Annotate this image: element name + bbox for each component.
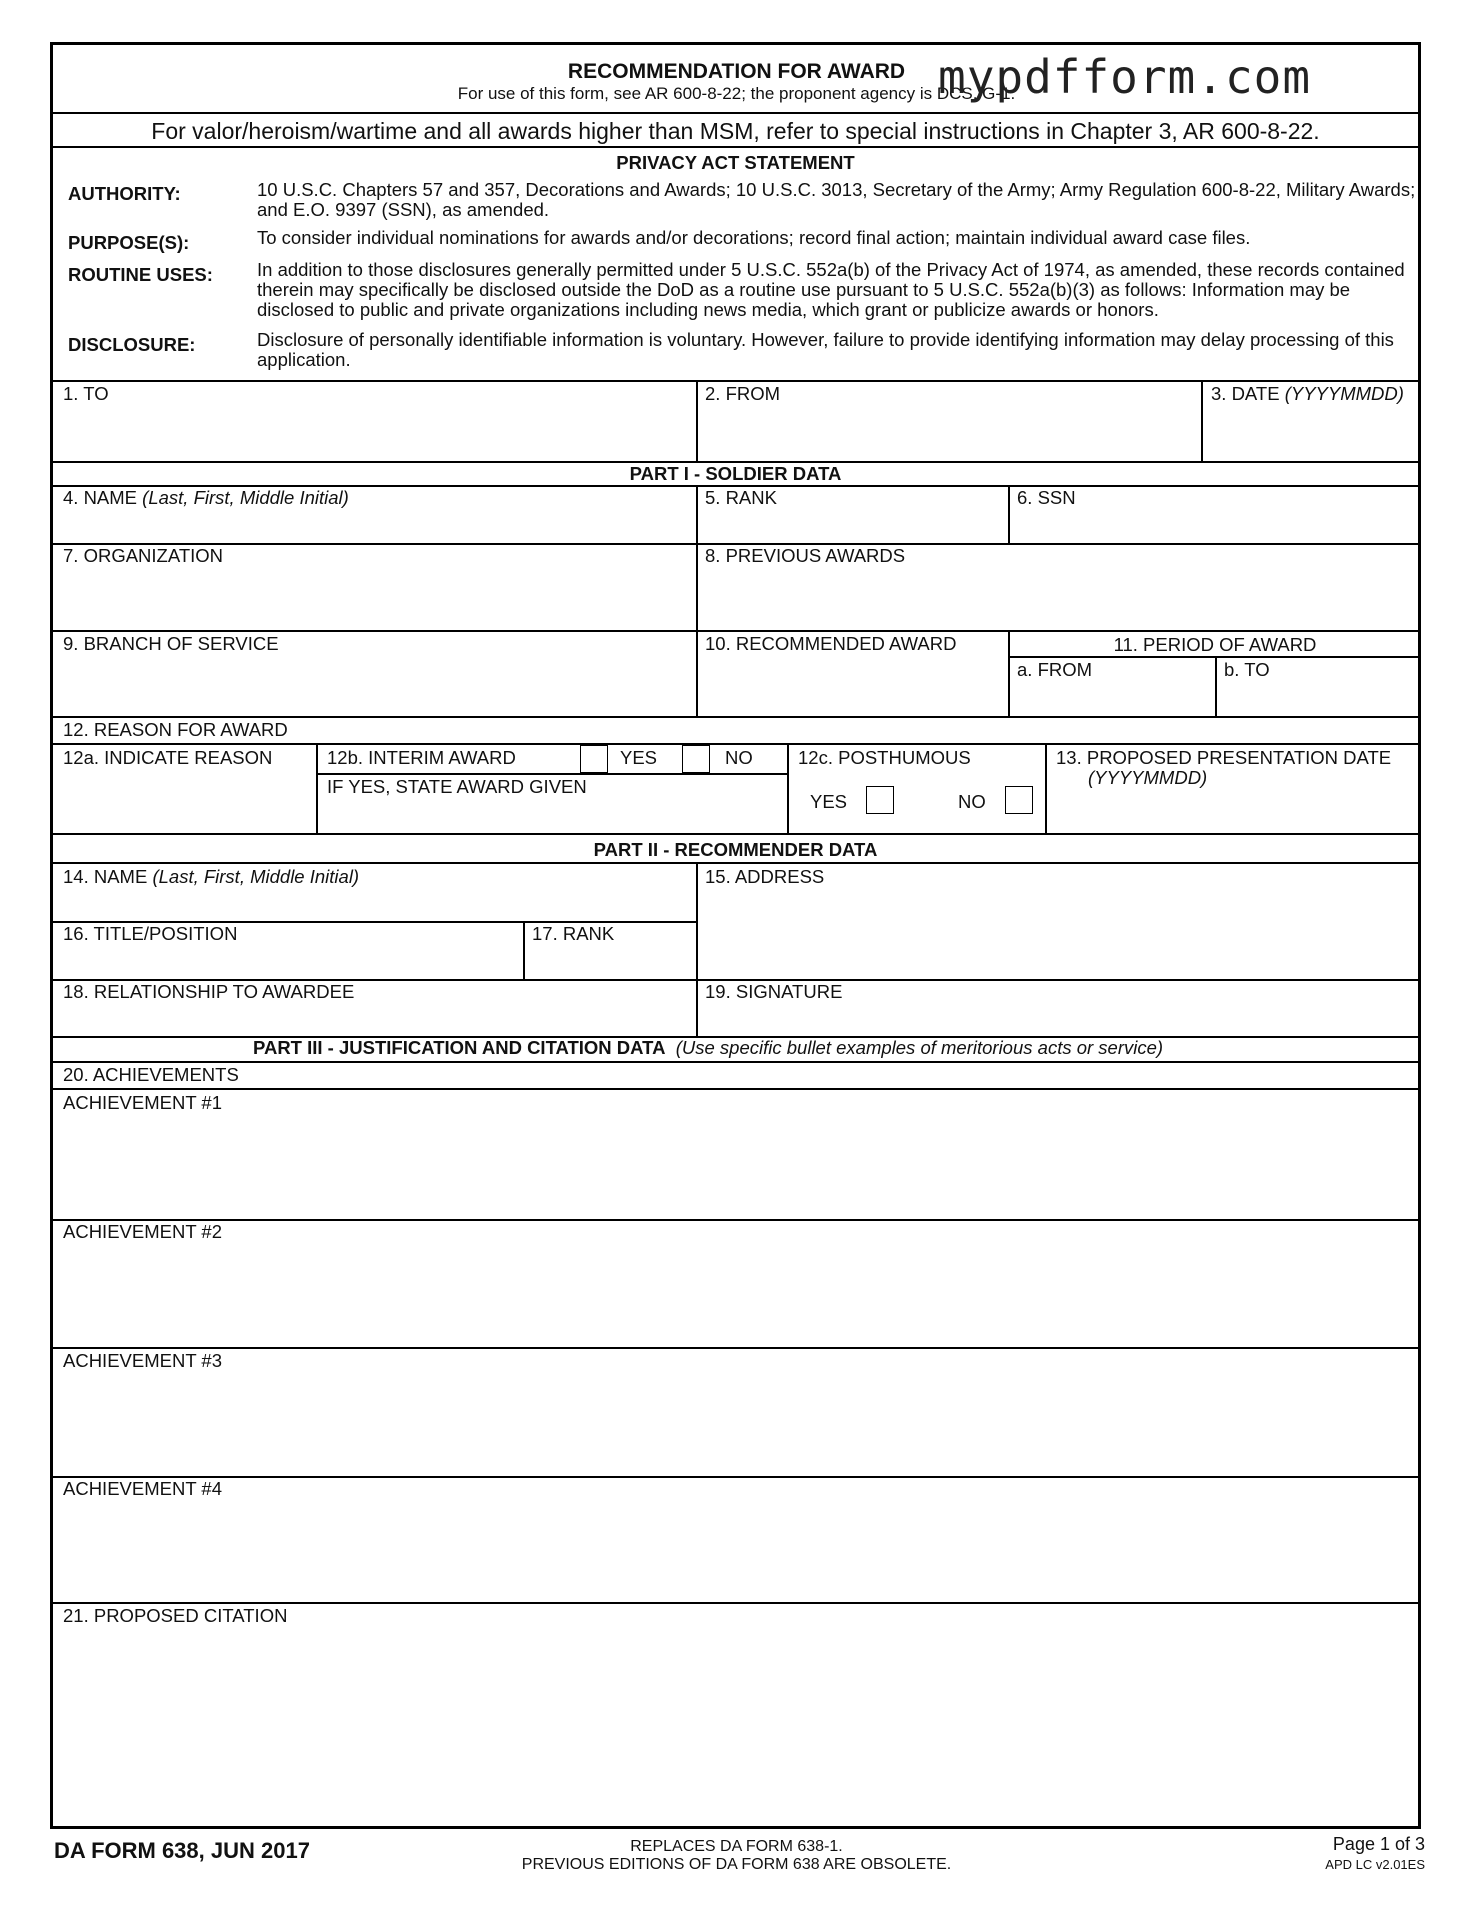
replaces-note: REPLACES DA FORM 638-1. <box>630 1838 843 1855</box>
address-label: 15. ADDRESS <box>705 866 825 887</box>
form-title: RECOMMENDATION FOR AWARD <box>567 60 906 83</box>
organization-label: 7. ORGANIZATION <box>63 545 224 566</box>
posthumous-no-checkbox[interactable] <box>1005 786 1033 814</box>
organization-field[interactable] <box>54 568 694 628</box>
part2-heading: PART II - RECOMMENDER DATA <box>593 839 878 860</box>
indicate-reason-field[interactable] <box>54 770 314 832</box>
date-field[interactable] <box>1204 405 1418 459</box>
proposed-citation-label: 21. PROPOSED CITATION <box>63 1605 288 1626</box>
branch-field[interactable] <box>54 656 694 714</box>
interim-no-label: NO <box>725 747 753 768</box>
period-to-field[interactable] <box>1218 682 1418 715</box>
part3-heading: PART III - JUSTIFICATION AND CITATION DATA (Use specific bullet examples of meritorious acts or service) <box>253 1037 1164 1058</box>
from-field[interactable] <box>699 405 1199 459</box>
authority-label: AUTHORITY: <box>68 183 181 204</box>
special-instructions-banner: For valor/heroism/wartime and all awards higher than MSM, refer to special instructions in Chapter 3, AR 600-8-22. <box>151 118 1320 144</box>
achievement-3-field[interactable] <box>54 1373 1418 1475</box>
privacy-act-heading: PRIVACY ACT STATEMENT <box>616 152 855 173</box>
indicate-reason-label: 12a. INDICATE REASON <box>63 747 273 768</box>
achievements-label: 20. ACHIEVEMENTS <box>63 1064 239 1085</box>
soldier-name-field[interactable] <box>54 510 694 542</box>
routine-uses-text: In addition to those disclosures generally permitted under 5 U.S.C. 552a(b) of the Privacy Act of 1974, as amended, these records contained therein may specifically be disclosed outside the DoD as a routine use pursuant to 5 U.S.C. 552a(b)(3) as follows: Information may be disclosed to public and private organizations including news media, which grant or publicize awards or honors. <box>257 259 1405 320</box>
proposed-date-label: 13. PROPOSED PRESENTATION DATE <box>1056 747 1392 768</box>
relationship-field[interactable] <box>54 1004 694 1035</box>
ssn-label: 6. SSN <box>1017 487 1076 508</box>
interim-award-label: 12b. INTERIM AWARD <box>327 747 516 768</box>
proposed-date-format: (YYYYMMDD) <box>1088 767 1208 788</box>
interim-yes-checkbox[interactable] <box>580 745 608 773</box>
reason-label: 12. REASON FOR AWARD <box>63 719 288 740</box>
proposed-date-field[interactable] <box>1048 792 1418 832</box>
from-label: 2. FROM <box>705 383 781 404</box>
to-field[interactable] <box>54 405 694 459</box>
interim-yes-label: YES <box>620 747 658 768</box>
to-label: 1. TO <box>63 383 109 404</box>
purpose-label: PURPOSE(S): <box>68 232 190 253</box>
period-from-label: a. FROM <box>1017 659 1093 680</box>
soldier-name-label: 4. NAME (Last, First, Middle Initial) <box>63 487 349 508</box>
achievement-4-field[interactable] <box>54 1501 1418 1601</box>
period-from-field[interactable] <box>1011 682 1213 715</box>
recommender-rank-field[interactable] <box>526 946 694 978</box>
watermark: mypdfform.com <box>938 50 1312 104</box>
form-subtitle: For use of this form, see AR 600-8-22; the proponent agency is DCS, G-1. <box>457 84 1016 103</box>
posthumous-yes-checkbox[interactable] <box>866 786 894 814</box>
achievement-4-label: ACHIEVEMENT #4 <box>63 1478 223 1499</box>
recommender-rank-label: 17. RANK <box>532 923 615 944</box>
rank-label: 5. RANK <box>705 487 777 508</box>
purpose-text: To consider individual nominations for awards and/or decorations; record final action; maintain individual award case files. <box>257 227 1251 248</box>
branch-label: 9. BRANCH OF SERVICE <box>63 633 279 654</box>
obsolete-note: PREVIOUS EDITIONS OF DA FORM 638 ARE OBSOLETE. <box>521 1856 952 1873</box>
achievement-1-label: ACHIEVEMENT #1 <box>63 1092 223 1113</box>
disclosure-text: Disclosure of personally identifiable information is voluntary. However, failure to provide identifying information may delay processing of this application. <box>257 329 1394 370</box>
interim-no-checkbox[interactable] <box>682 745 710 773</box>
recommended-award-field[interactable] <box>699 656 1005 714</box>
recommended-award-label: 10. RECOMMENDED AWARD <box>705 633 957 654</box>
period-to-label: b. TO <box>1224 659 1270 680</box>
recommender-name-label: 14. NAME (Last, First, Middle Initial) <box>63 866 360 887</box>
title-position-field[interactable] <box>54 946 521 978</box>
achievement-1-field[interactable] <box>54 1115 1418 1218</box>
previous-awards-field[interactable] <box>699 568 1418 628</box>
rank-field[interactable] <box>699 510 1005 542</box>
previous-awards-label: 8. PREVIOUS AWARDS <box>705 545 906 566</box>
date-label: 3. DATE (YYYYMMDD) <box>1211 383 1404 404</box>
address-field[interactable] <box>699 890 1418 978</box>
authority-text: 10 U.S.C. Chapters 57 and 357, Decorations and Awards; 10 U.S.C. 3013, Secretary of the Army; Army Regulation 600-8-22, Military Awards; and E.O. 9397 (SSN), as amended. <box>257 179 1416 220</box>
achievement-2-field[interactable] <box>54 1244 1418 1346</box>
posthumous-label: 12c. POSTHUMOUS <box>798 747 971 768</box>
state-award-field[interactable] <box>318 798 786 832</box>
signature-label: 19. SIGNATURE <box>705 981 843 1002</box>
title-position-label: 16. TITLE/POSITION <box>63 923 238 944</box>
state-award-label: IF YES, STATE AWARD GIVEN <box>327 776 587 797</box>
posthumous-no-label: NO <box>958 791 986 812</box>
disclosure-label: DISCLOSURE: <box>68 334 196 355</box>
signature-field[interactable] <box>699 1004 1418 1035</box>
relationship-label: 18. RELATIONSHIP TO AWARDEE <box>63 981 355 1002</box>
part1-heading: PART I - SOLDIER DATA <box>629 463 842 484</box>
form-id: DA FORM 638, JUN 2017 <box>54 1838 310 1863</box>
achievement-2-label: ACHIEVEMENT #2 <box>63 1221 223 1242</box>
proposed-citation-field[interactable] <box>54 1630 1418 1825</box>
page-number: Page 1 of 3 <box>1332 1834 1425 1854</box>
achievement-3-label: ACHIEVEMENT #3 <box>63 1350 223 1371</box>
recommender-name-field[interactable] <box>54 890 694 920</box>
ssn-field[interactable] <box>1011 510 1418 542</box>
period-of-award-label: 11. PERIOD OF AWARD <box>1113 634 1317 655</box>
version-label: APD LC v2.01ES <box>1325 1857 1425 1872</box>
routine-uses-label: ROUTINE USES: <box>68 264 213 285</box>
posthumous-yes-label: YES <box>810 791 848 812</box>
